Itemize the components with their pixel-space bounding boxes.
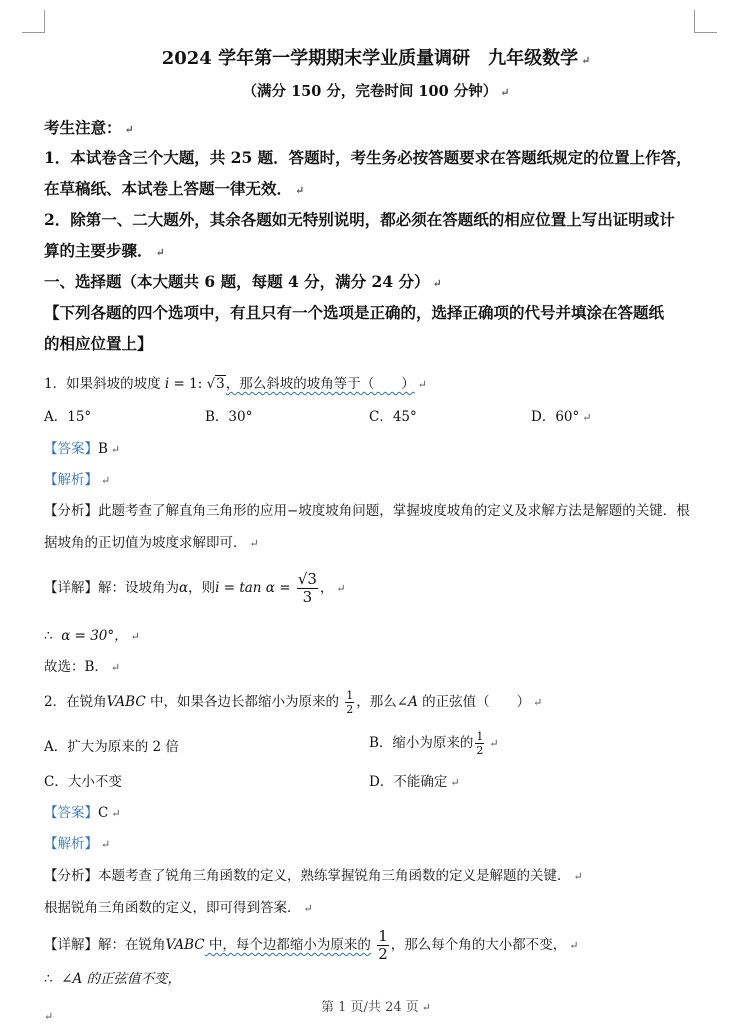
notice-item-1-line-2: 在草稿纸、本试卷上答题一律无效． ↵ <box>44 179 305 198</box>
q2-fenxi-line-1: 【分析】本题考查了锐角三角函数的定义，熟练掌握锐角三角函数的定义是解题的关键． ↵ <box>44 868 583 884</box>
crop-mark-top-left <box>22 10 45 33</box>
section-1-instruction-line-2: 的相应位置上】 <box>44 334 153 353</box>
notice-item-1-line-1: 1．本试卷含三个大题，共 25 题．答题时，考生务必按答题要求在答题纸规定的位置上作答， <box>44 148 692 167</box>
crop-mark-top-right <box>694 10 717 33</box>
q2-stem: 2．在锐角VABC 中，如果各边长都缩小为原来的 $\frac{1}{2}$ ，那么∠A 的正弦值（ ） ↵ <box>44 689 543 716</box>
q1-option-c: C．45° <box>369 409 417 425</box>
q2-analysis-label: 【解析】 ↵ <box>44 836 111 852</box>
page-footer: 第 1 页/共 24 页 ↵ <box>321 1000 431 1015</box>
q1-sqrt-expression: √3 <box>206 376 225 392</box>
q1-choice: 故选：B． ↵ <box>44 659 121 675</box>
section-1-heading: 一、选择题（本大题共 6 题，每题 4 分，满分 24 分） ↵ <box>44 272 442 291</box>
trailing-paragraph-mark: ↵ <box>44 1010 54 1023</box>
q2-option-b-fraction: $\frac{1}{2}$ <box>476 730 484 757</box>
q2-option-d: D．不能确定 ↵ <box>369 774 460 790</box>
q1-stem: 1．如果斜坡的坡度 i = 1: √3，那么斜坡的坡角等于（ ） ↵ <box>44 376 427 392</box>
page-title: 2024 学年第一学期期末学业质量调研 九年级数学 ↵ <box>161 48 591 69</box>
q1-detail-fraction: $\frac{√3}{3}$ <box>297 570 317 606</box>
q1-option-d: D．60° ↵ <box>531 409 592 425</box>
notice-heading: 考生注意： ↵ <box>44 118 134 137</box>
q1-fenxi-line-2: 据坡角的正切值为坡度求解即可． ↵ <box>44 535 259 551</box>
q1-answer: 【答案】B ↵ <box>44 441 121 457</box>
q2-conclusion: ∴ ∠A 的正弦值不变， <box>44 971 182 987</box>
q2-answer: 【答案】C ↵ <box>44 805 121 821</box>
q2-fenxi-line-2: 根据锐角三角函数的定义，即可得到答案． ↵ <box>44 900 313 916</box>
q1-analysis-label: 【解析】 ↵ <box>44 472 111 488</box>
q2-detail: 【详解】解：在锐角VABC 中，每个边都缩小为原来的 $\frac{1}{2}$ ，那么每个角的大小都不变， ↵ <box>44 927 579 963</box>
notice-item-2-line-2: 算的主要步骤． ↵ <box>44 241 165 260</box>
q1-conclusion: ∴ α = 30°， ↵ <box>44 628 140 644</box>
q1-detail: 【详解】解：设坡角为α，则i = tan α = $\frac{√3}{3}$ ， ↵ <box>44 570 346 606</box>
q2-option-a: A．扩大为原来的 2 倍 <box>44 739 179 755</box>
q2-option-b: B．缩小为原来的 $\frac{1}{2}$ ↵ <box>369 730 499 757</box>
q2-stem-fraction: $\frac{1}{2}$ <box>346 689 354 716</box>
section-1-instruction-line-1: 【下列各题的四个选项中，有且只有一个选项是正确的，选择正确项的代号并填涂在答题纸 <box>44 303 665 322</box>
page-subtitle: （满分 150 分，完卷时间 100 分钟） ↵ <box>242 83 510 100</box>
notice-item-2-line-1: 2．除第一、二大题外，其余各题如无特别说明，都必须在答题纸的相应位置上写出证明或计 <box>44 210 675 229</box>
q2-option-c: C．大小不变 <box>44 774 122 790</box>
q1-fenxi-line-1: 【分析】此题考查了解直角三角形的应用−坡度坡角问题，掌握坡度坡角的定义及求解方法是解题的关键．根 <box>44 503 690 519</box>
q1-option-b: B．30° <box>205 409 253 425</box>
q1-slope-variable: i <box>164 376 170 392</box>
q1-option-a: A．15° <box>44 409 92 425</box>
q2-detail-fraction: $\frac{1}{2}$ <box>378 927 388 963</box>
